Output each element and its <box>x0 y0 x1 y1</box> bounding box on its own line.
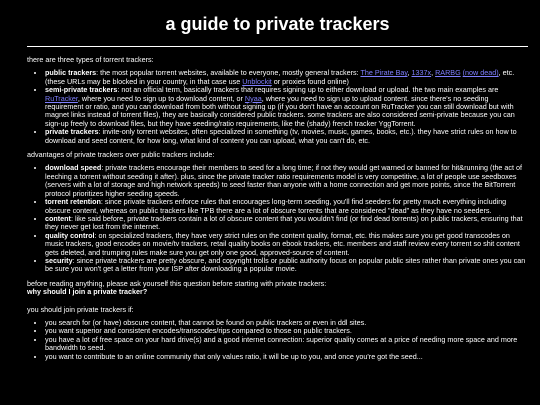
link-1337x[interactable]: 1337x <box>411 68 432 78</box>
advantage-text: : on specialized trackers, they have very strict rules on the content quality, format, etc. this makes sure you get good transcodes on music trackers, good encodes on movie/tv trackers, retail quality books on ebook trackers, etc. members and staff review every torrent so shit content gets deleted, and trumping rules make sure you get only one good, approved-source of content. <box>45 230 520 257</box>
list-item: • you have a lot of free space on your hard drive(s) and a good internet connection: superior quality comes at a price of needing more space and more bandwidth to seed. <box>45 336 528 353</box>
advantage-label: torrent retention <box>45 197 101 207</box>
list-item <box>45 198 528 215</box>
public-text-1: : the most popular torrent websites, available to everyone, mostly general trackers: <box>96 68 361 78</box>
advantage-label: security <box>45 255 73 265</box>
list-item <box>45 257 528 274</box>
semi-text-3: , where you need to sign up to upload content. since there's no seeding requirement or ratio, and you can download from both without signing up (if you don't have an account on RuTracker you can still download but with magnet links instead of torrent files), they are basically considered public trackers. some trackers are also considered semi-private because you can sign-up freely to download files, but they have seeding/ratio requirements, like the (shady) french tracker YggTorrent. <box>45 93 515 128</box>
semi-text-2: , where you need to sign up to download content, or <box>77 93 245 103</box>
question-line <box>27 288 528 296</box>
advantages-heading: advantages of private trackers over public trackers include: <box>27 150 215 160</box>
link-nyaa[interactable]: Nyaa <box>244 93 262 103</box>
link-now-dead[interactable]: (now dead) <box>462 68 499 78</box>
list-item-public <box>45 69 528 86</box>
list-item <box>45 164 528 198</box>
title-divider <box>27 46 528 47</box>
semi-text-1: : not an official term, basically trackers that requires signing up to either download or upload. the two main examples are <box>117 85 499 95</box>
list-item <box>45 215 528 232</box>
public-sep-2: , <box>431 68 436 78</box>
advantage-text: : since private trackers enforce rules that encourages long-term seeding, you'll find seeders for pretty much everything including obscure content, whereas on public trackers like TPB there are a lot of obscure torrents that are considered "dead" as they have no seeders. <box>45 197 507 215</box>
list-item-private <box>45 128 528 145</box>
should-list <box>27 319 528 361</box>
advantage-label: download speed <box>45 163 102 173</box>
link-the-pirate-bay[interactable]: The Pirate Bay <box>360 68 408 78</box>
advantage-text: : since private trackers are pretty obscure, and copyright trolls or public authority focus on popular public sites rather than private ones you can be sure you won't get a letter from your ISP after downloading a popular movie. <box>45 255 526 274</box>
semi-label: semi-private trackers <box>45 85 118 95</box>
public-text-2: , etc. (these URLs may be blocked in your country, in that case use <box>45 68 515 86</box>
private-label: private trackers <box>45 127 99 137</box>
tracker-types-list <box>27 69 528 145</box>
public-label: public trackers <box>45 68 97 78</box>
before-text: before reading anything, please ask yourself this question before starting with private trackers: <box>27 278 327 288</box>
intro-text: there are three types of torrent trackers: <box>27 55 154 64</box>
list-item: • you want superior and consistent encodes/transcodes/rips compared to those on public trackers. <box>45 327 528 335</box>
should-heading: you should join private trackers if: <box>27 304 134 314</box>
page-title: a guide to private trackers <box>165 14 390 34</box>
advantage-label: quality control <box>45 230 95 240</box>
list-item-semi-private <box>45 86 528 128</box>
list-item <box>45 232 528 257</box>
advantage-text: : like said before, private trackers contain a lot of obscure content that you wouldn't find (or find dead torrents) on public trackers, ensuring that they never get lost from the internet. <box>45 213 523 232</box>
list-item: • you search for (or have) obscure content, that cannot be found on public trackers or even in ddl sites. <box>45 319 528 327</box>
advantage-label: content <box>45 213 71 223</box>
private-text-1: : invite-only torrent websites, often specialized in something (tv, movies, music, games, books, etc.). they have strict rules on how to download and seed content, for how long, what kind of content you can upload, what you can't do, etc. <box>45 127 517 145</box>
list-item: • you want to contribute to an online community that only values ratio, it will be up to you, and once you're got the seed... <box>45 353 528 361</box>
public-text-3: or proxies found online) <box>271 76 349 86</box>
question-text: why should I join a private tracker? <box>27 287 148 297</box>
advantages-list <box>27 164 528 273</box>
link-rutracker[interactable]: RuTracker <box>45 93 78 103</box>
link-rarbg[interactable]: RARBG <box>435 68 461 78</box>
public-sep-1: , <box>407 68 412 78</box>
advantage-text: : private trackers encourage their members to seed for a long time; if not they would get warned or banned for hit&running (the act of leeching a torrent without seeding it after). plus, since the private tracker ratio requirements model is very competitive, a lot of people use seedboxes (servers with a lot of storage and high network speeds) to seed faster than anyone with a home connection and get more points, since the BitTorrent protocol prioritizes higher seeding speeds. <box>45 163 523 198</box>
link-unblockit[interactable]: Unblockit <box>242 76 272 86</box>
